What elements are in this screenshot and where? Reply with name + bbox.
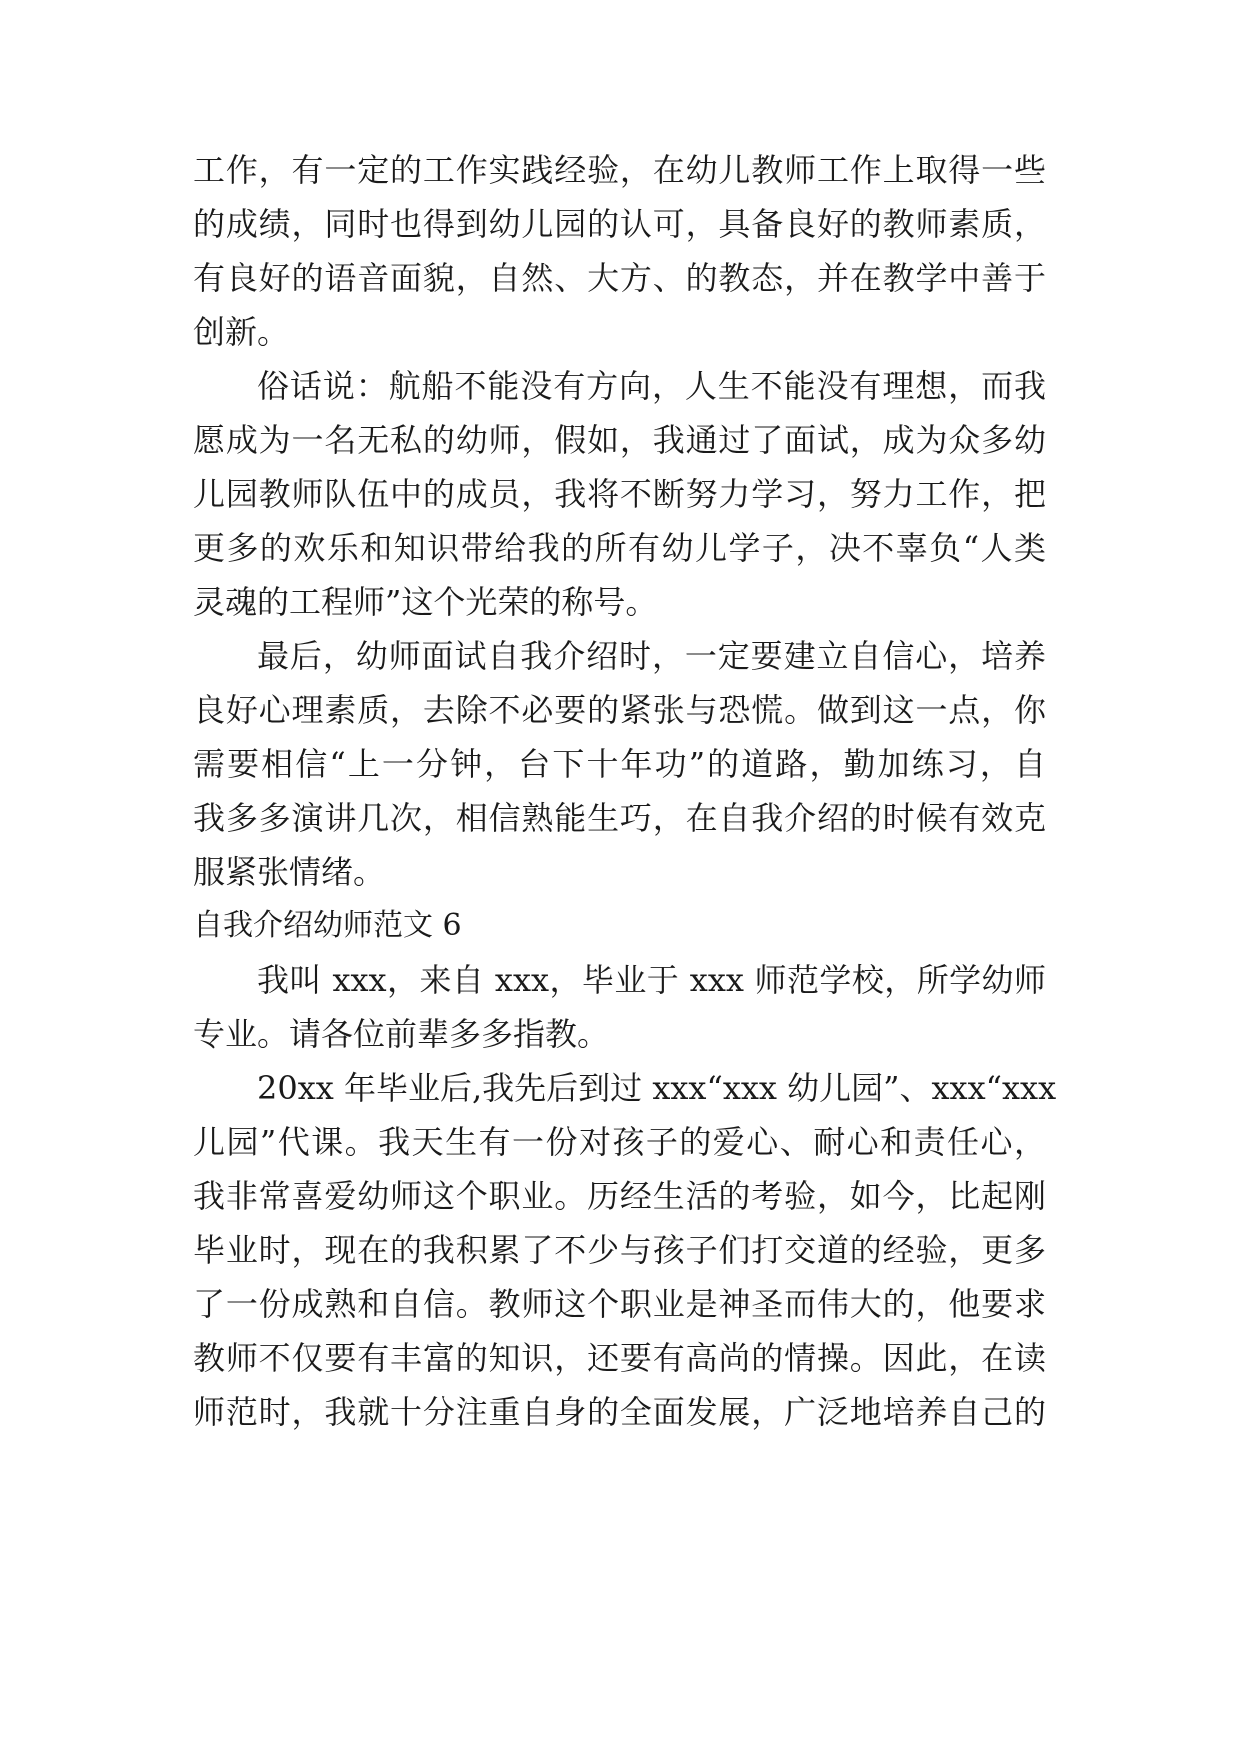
text-line: 儿园教师队伍中的成员，我将不断努力学习，努力工作，把 xyxy=(193,475,1046,513)
text-line: 工作，有一定的工作实践经验，在幼儿教师工作上取得一些 xyxy=(193,151,1046,189)
text-line: 我非常喜爱幼师这个职业。历经生活的考验，如今，比起刚 xyxy=(193,1177,1046,1215)
text-line: 毕业时，现在的我积累了不少与孩子们打交道的经验，更多 xyxy=(193,1231,1046,1269)
text-line: 了一份成熟和自信。教师这个职业是神圣而伟大的，他要求 xyxy=(193,1285,1046,1323)
text-line: 愿成为一名无私的幼师，假如，我通过了面试，成为众多幼 xyxy=(193,421,1046,459)
paragraph-first-line: 最后，幼师面试自我介绍时，一定要建立自信心，培养 xyxy=(257,637,1046,675)
paragraph-first-line: 我叫 xxx，来自 xxx，毕业于 xxx 师范学校，所学幼师 xyxy=(257,961,1046,999)
section-heading: 自我介绍幼师范文 6 xyxy=(193,908,462,943)
text-line: 创新。 xyxy=(193,313,290,351)
text-line: 的成绩，同时也得到幼儿园的认可，具备良好的教师素质， xyxy=(193,205,1046,243)
text-line: 需要相信“上一分钟，台下十年功”的道路，勤加练习，自 xyxy=(193,745,1046,783)
text-line: 灵魂的工程师”这个光荣的称号。 xyxy=(193,583,658,621)
text-line: 有良好的语音面貌，自然、大方、的教态，并在教学中善于 xyxy=(193,259,1046,297)
text-line: 教师不仅要有丰富的知识，还要有高尚的情操。因此，在读 xyxy=(193,1339,1046,1377)
text-line: 儿园”代课。我天生有一份对孩子的爱心、耐心和责任心， xyxy=(193,1123,1046,1161)
paragraph-first-line: 20xx 年毕业后,我先后到过 xxx“xxx 幼儿园”、xxx“xxx xyxy=(257,1069,1057,1107)
paragraph-first-line: 俗话说：航船不能没有方向，人生不能没有理想，而我 xyxy=(257,367,1046,405)
text-line: 专业。请各位前辈多多指教。 xyxy=(193,1015,610,1053)
text-line: 服紧张情绪。 xyxy=(193,853,386,891)
text-line: 师范时，我就十分注重自身的全面发展，广泛地培养自己的 xyxy=(193,1393,1046,1431)
text-line: 我多多演讲几次，相信熟能生巧，在自我介绍的时候有效克 xyxy=(193,799,1046,837)
text-line: 良好心理素质，去除不必要的紧张与恐慌。做到这一点，你 xyxy=(193,691,1046,729)
text-line: 更多的欢乐和知识带给我的所有幼儿学子，决不辜负“人类 xyxy=(193,529,1046,567)
